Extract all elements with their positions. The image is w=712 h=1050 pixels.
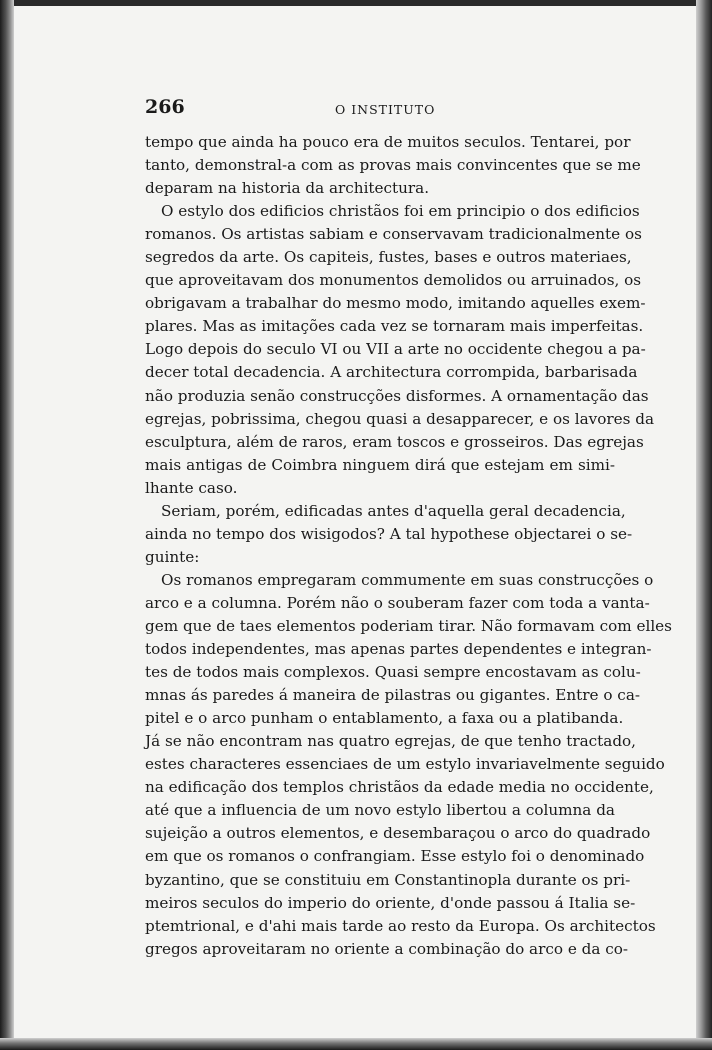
text-line: Logo depois do seculo VI ou VII a arte no occidente chegou a pa- bbox=[145, 340, 646, 359]
text-line: Já se não encontram nas quatro egrejas, de que tenho tractado, bbox=[145, 732, 637, 751]
text-line: byzantino, que se constituiu em Constantinopla durante os pri- bbox=[145, 870, 631, 889]
text-line: decer total decadencia. A architectura corrompida, barbarisada bbox=[145, 363, 638, 382]
text-line: sujeição a outros elementos, e desembaraçou o arco do quadrado bbox=[145, 824, 651, 843]
text-line: na edificação dos templos christãos da edade media no occidente, bbox=[145, 778, 654, 797]
text-line: obrigavam a trabalhar do mesmo modo, imitando aquelles exem- bbox=[145, 294, 646, 313]
text-line: que aproveitavam dos monumentos demolidos ou arruinados, os bbox=[145, 271, 642, 290]
text-line: em que os romanos o confrangiam. Esse estylo foi o denominado bbox=[145, 847, 645, 866]
text-line: Os romanos empregaram commumente em suas construcções o bbox=[161, 570, 654, 589]
text-line: esculptura, além de raros, eram toscos e grosseiros. Das egrejas bbox=[145, 432, 644, 451]
text-line: Seriam, porém, edificadas antes d'aquella geral decadencia, bbox=[161, 501, 626, 520]
text-line: pitel e o arco punham o entablamento, a faxa ou a platibanda. bbox=[145, 709, 624, 728]
text-line: meiros seculos do imperio do oriente, d'onde passou á Italia se- bbox=[145, 893, 636, 912]
body-text bbox=[145, 131, 672, 961]
text-line: mais antigas de Coimbra ninguem dirá que estejam em simi- bbox=[145, 455, 615, 474]
running-title: O INSTITUTO bbox=[335, 102, 436, 117]
text-line: lhante caso. bbox=[145, 478, 238, 497]
text-line: todos independentes, mas apenas partes dependentes e integran- bbox=[145, 640, 652, 659]
text-line: não produzia senão construcções disformes. A ornamentação das bbox=[145, 386, 649, 405]
text-line: tanto, demonstral-a com as provas mais convincentes que se me bbox=[145, 156, 641, 175]
page-header bbox=[145, 96, 615, 120]
text-line: tes de todos mais complexos. Quasi sempre encostavam as colu- bbox=[145, 663, 641, 682]
text-line: O estylo dos edificios christãos foi em principio o dos edificios bbox=[161, 202, 640, 221]
text-line: deparam na historia da architectura. bbox=[145, 179, 430, 198]
text-line: egrejas, pobrissima, chegou quasi a desapparecer, e os lavores da bbox=[145, 409, 655, 428]
text-line: ptemtrional, e d'ahi mais tarde ao resto da Europa. Os architectos bbox=[145, 916, 656, 935]
text-line: gem que de taes elementos poderiam tirar. Não formavam com elles bbox=[145, 616, 672, 635]
text-line: até que a influencia de um novo estylo libertou a columna da bbox=[145, 801, 615, 820]
text-line: guinte: bbox=[145, 547, 200, 566]
scan-top-edge bbox=[0, 0, 712, 6]
text-line: ainda no tempo dos wisigodos? A tal hypothese objectarei o se- bbox=[145, 524, 633, 543]
text-line: arco e a columna. Porém não o souberam fazer com toda a vanta- bbox=[145, 593, 650, 612]
scan-right-edge bbox=[696, 0, 712, 1050]
page-number: 266 bbox=[145, 96, 185, 118]
text-line: segredos da arte. Os capiteis, fustes, bases e outros materiaes, bbox=[145, 248, 632, 267]
text-line: romanos. Os artistas sabiam e conservavam tradicionalmente os bbox=[145, 225, 642, 244]
text-line: mnas ás paredes á maneira de pilastras ou gigantes. Entre o ca- bbox=[145, 686, 641, 705]
text-line: plares. Mas as imitações cada vez se tornaram mais imperfeitas. bbox=[145, 317, 644, 336]
scan-left-edge bbox=[0, 0, 14, 1050]
text-line: tempo que ainda ha pouco era de muitos seculos. Tentarei, por bbox=[145, 133, 631, 151]
text-line: gregos aproveitaram no oriente a combinação do arco e da co- bbox=[145, 939, 629, 958]
text-line: estes characteres essenciaes de um estylo invariavelmente seguido bbox=[145, 755, 665, 774]
scan-bottom-edge bbox=[0, 1038, 712, 1050]
